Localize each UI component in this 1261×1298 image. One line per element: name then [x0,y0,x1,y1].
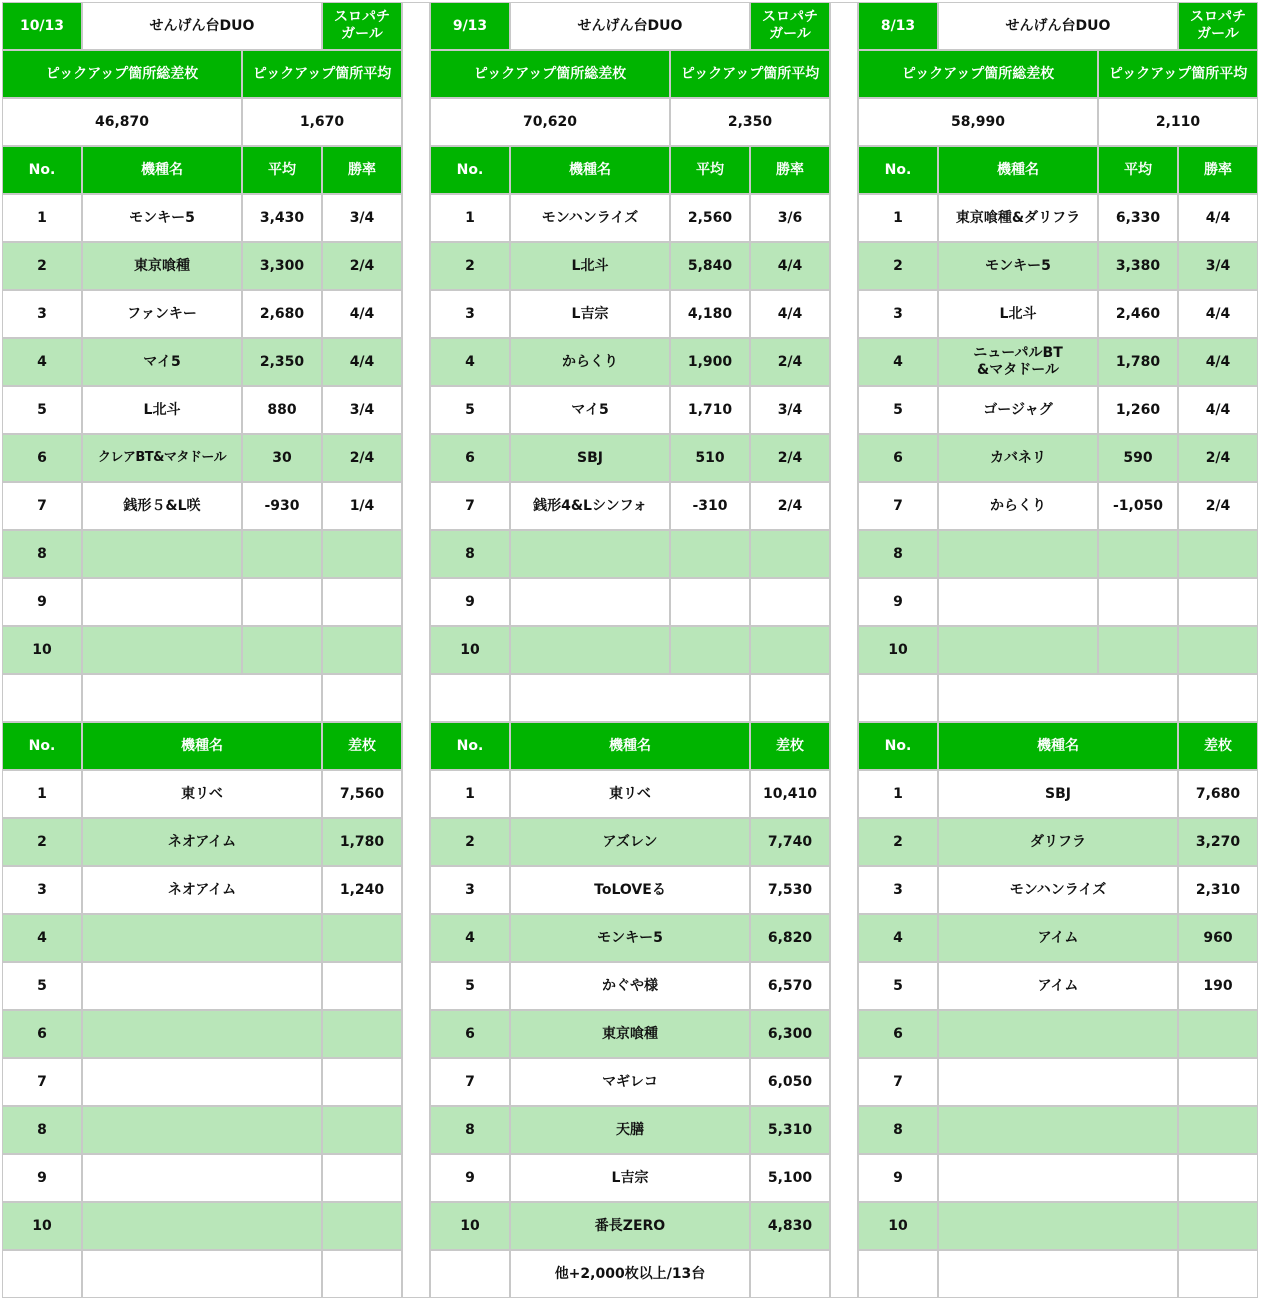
spacer-cell [858,674,938,722]
row-model [82,914,322,962]
panel-date: 10/13 [2,2,82,50]
row-winrate: 2/4 [750,338,830,386]
row-model: 東京喰種&ダリフラ [938,194,1098,242]
summary-average-header: ピックアップ箇所平均 [1098,50,1258,98]
row-diff: 190 [1178,962,1258,1010]
col-average-header: 平均 [670,146,750,194]
row-model [938,578,1098,626]
col-winrate-header: 勝率 [750,146,830,194]
row-no: 4 [858,338,938,386]
row-diff [322,962,402,1010]
row-no: 5 [2,386,82,434]
row-no: 5 [858,962,938,1010]
row-winrate: 2/4 [322,434,402,482]
row-diff: 7,680 [1178,770,1258,818]
row-average [670,626,750,674]
row-model: ToLOVEる [510,866,750,914]
spacer-cell [2,674,82,722]
row-no: 2 [858,242,938,290]
row-model: L北斗 [938,290,1098,338]
summary-total-value: 70,620 [430,98,670,146]
row-no: 3 [858,866,938,914]
row-model [82,626,242,674]
footer-cell [750,1250,830,1298]
row-no: 6 [430,1010,510,1058]
row-average [242,578,322,626]
row-model: 東京喰種 [510,1010,750,1058]
col-average-header: 平均 [1098,146,1178,194]
row-no: 1 [2,770,82,818]
row-model: アイム [938,914,1178,962]
row-average: 2,560 [670,194,750,242]
row-model [938,1154,1178,1202]
summary-total-value: 58,990 [858,98,1098,146]
col-model-header: 機種名 [938,722,1178,770]
row-diff: 7,740 [750,818,830,866]
row-no: 9 [858,1154,938,1202]
row-average: 1,780 [1098,338,1178,386]
row-winrate: 2/4 [1178,482,1258,530]
row-diff: 3,270 [1178,818,1258,866]
footer-note [82,1250,322,1298]
col-model-header: 機種名 [510,722,750,770]
row-model: モンハンライズ [938,866,1178,914]
summary-average-value: 1,670 [242,98,402,146]
row-diff [322,1106,402,1154]
row-model: SBJ [938,770,1178,818]
row-model: ニューパルBT &マタドール [938,338,1098,386]
row-model [82,1154,322,1202]
row-no: 4 [858,914,938,962]
row-average [1098,578,1178,626]
row-average: 30 [242,434,322,482]
row-average: -310 [670,482,750,530]
spacer-cell [322,674,402,722]
footer-note: 他+2,000枚以上/13台 [510,1250,750,1298]
row-no: 1 [858,194,938,242]
panel-separator [402,2,430,1298]
row-no: 7 [2,1058,82,1106]
row-no: 4 [430,914,510,962]
row-model: 天膳 [510,1106,750,1154]
row-average [670,578,750,626]
row-winrate [750,578,830,626]
row-winrate [322,530,402,578]
row-model: 東リベ [82,770,322,818]
row-no: 2 [2,242,82,290]
row-diff: 10,410 [750,770,830,818]
panel-source-label: スロパチ ガール [322,2,402,50]
panel-date: 9/13 [430,2,510,50]
row-no: 10 [858,626,938,674]
row-no: 3 [858,290,938,338]
panel-store-name: せんげん台DUO [938,2,1178,50]
col-no-header: No. [858,722,938,770]
row-model [82,1058,322,1106]
row-no: 7 [858,482,938,530]
spacer-cell [750,674,830,722]
row-model: 銭形５&L咲 [82,482,242,530]
row-winrate: 4/4 [1178,386,1258,434]
row-no: 1 [858,770,938,818]
row-diff [1178,1202,1258,1250]
col-diff-header: 差枚 [750,722,830,770]
row-average: 6,330 [1098,194,1178,242]
spacer-cell [82,674,322,722]
row-winrate: 3/4 [750,386,830,434]
row-no: 3 [430,290,510,338]
col-no-header: No. [858,146,938,194]
panel-source-label: スロパチ ガール [1178,2,1258,50]
row-model: マイ5 [510,386,670,434]
row-winrate: 4/4 [322,338,402,386]
panel-store-name: せんげん台DUO [82,2,322,50]
row-no: 9 [430,1154,510,1202]
row-model: SBJ [510,434,670,482]
row-no: 3 [2,866,82,914]
row-model [510,530,670,578]
row-winrate [322,626,402,674]
col-model-header: 機種名 [938,146,1098,194]
summary-average-value: 2,350 [670,98,830,146]
row-no: 5 [430,386,510,434]
panel-store-name: せんげん台DUO [510,2,750,50]
summary-total-header: ピックアップ箇所総差枚 [2,50,242,98]
row-no: 2 [858,818,938,866]
row-no: 3 [2,290,82,338]
row-model [510,626,670,674]
row-model [938,1202,1178,1250]
panel-separator [830,2,858,1298]
row-no: 5 [2,962,82,1010]
row-no: 7 [430,482,510,530]
row-diff [1178,1154,1258,1202]
panel-source-label: スロパチ ガール [750,2,830,50]
row-model: アズレン [510,818,750,866]
row-diff [322,1010,402,1058]
panel-date: 8/13 [858,2,938,50]
col-model-header: 機種名 [82,722,322,770]
row-no: 4 [2,338,82,386]
row-average: 2,460 [1098,290,1178,338]
row-winrate: 1/4 [322,482,402,530]
row-diff [322,1058,402,1106]
row-diff: 6,820 [750,914,830,962]
row-model: カバネリ [938,434,1098,482]
footer-cell [858,1250,938,1298]
row-average [242,530,322,578]
row-winrate: 3/4 [1178,242,1258,290]
row-no: 10 [430,1202,510,1250]
row-model [510,578,670,626]
row-no: 5 [430,962,510,1010]
row-no: 3 [430,866,510,914]
row-model: モンキー5 [510,914,750,962]
row-diff: 5,310 [750,1106,830,1154]
row-no: 8 [858,1106,938,1154]
row-winrate [750,626,830,674]
row-diff: 7,560 [322,770,402,818]
row-diff: 7,530 [750,866,830,914]
row-average: 590 [1098,434,1178,482]
row-winrate: 2/4 [750,482,830,530]
summary-average-header: ピックアップ箇所平均 [670,50,830,98]
spacer-cell [938,674,1178,722]
row-model: モンハンライズ [510,194,670,242]
row-no: 7 [430,1058,510,1106]
row-model: ネオアイム [82,866,322,914]
row-average: 1,900 [670,338,750,386]
row-model [938,530,1098,578]
row-no: 2 [430,242,510,290]
row-diff [1178,1010,1258,1058]
row-average: 5,840 [670,242,750,290]
row-winrate: 2/4 [1178,434,1258,482]
row-no: 1 [430,770,510,818]
row-no: 4 [430,338,510,386]
col-winrate-header: 勝率 [1178,146,1258,194]
row-no: 10 [2,1202,82,1250]
row-model [938,1106,1178,1154]
row-winrate [1178,626,1258,674]
row-winrate: 4/4 [1178,290,1258,338]
row-model: からくり [938,482,1098,530]
row-model: モンキー5 [938,242,1098,290]
row-no: 8 [858,530,938,578]
row-model [938,626,1098,674]
row-average: 2,680 [242,290,322,338]
footer-cell [2,1250,82,1298]
row-no: 2 [430,818,510,866]
row-diff: 1,780 [322,818,402,866]
row-winrate: 2/4 [322,242,402,290]
row-average [670,530,750,578]
row-average: 2,350 [242,338,322,386]
row-model: からくり [510,338,670,386]
row-model: 銭形4&Lシンフォ [510,482,670,530]
row-diff: 6,300 [750,1010,830,1058]
footer-cell [430,1250,510,1298]
row-no: 9 [2,1154,82,1202]
row-average: 1,260 [1098,386,1178,434]
row-diff: 2,310 [1178,866,1258,914]
row-no: 9 [430,578,510,626]
row-diff: 6,570 [750,962,830,1010]
row-no: 8 [430,530,510,578]
row-average [1098,530,1178,578]
col-average-header: 平均 [242,146,322,194]
row-model: L吉宗 [510,1154,750,1202]
row-no: 10 [430,626,510,674]
summary-total-header: ピックアップ箇所総差枚 [858,50,1098,98]
summary-average-header: ピックアップ箇所平均 [242,50,402,98]
row-model [82,1106,322,1154]
row-model [82,962,322,1010]
row-model: アイム [938,962,1178,1010]
row-diff [322,1154,402,1202]
row-diff [1178,1106,1258,1154]
row-average: 3,380 [1098,242,1178,290]
col-no-header: No. [2,146,82,194]
footer-note [938,1250,1178,1298]
row-model [938,1058,1178,1106]
row-model [82,530,242,578]
row-average [242,626,322,674]
row-no: 7 [2,482,82,530]
row-average: -930 [242,482,322,530]
row-model [938,1010,1178,1058]
row-model: マイ5 [82,338,242,386]
summary-average-value: 2,110 [1098,98,1258,146]
row-winrate: 4/4 [322,290,402,338]
col-diff-header: 差枚 [1178,722,1258,770]
row-no: 2 [2,818,82,866]
row-no: 9 [858,578,938,626]
row-no: 6 [858,434,938,482]
col-no-header: No. [2,722,82,770]
summary-total-header: ピックアップ箇所総差枚 [430,50,670,98]
col-no-header: No. [430,146,510,194]
row-model [82,578,242,626]
row-no: 6 [2,1010,82,1058]
row-no: 6 [2,434,82,482]
row-model: ファンキー [82,290,242,338]
row-no: 8 [2,530,82,578]
row-winrate: 4/4 [750,242,830,290]
row-no: 8 [430,1106,510,1154]
row-winrate: 3/4 [322,386,402,434]
row-average: 510 [670,434,750,482]
row-average: 1,710 [670,386,750,434]
row-model: ゴージャグ [938,386,1098,434]
col-model-header: 機種名 [510,146,670,194]
row-average: -1,050 [1098,482,1178,530]
row-no: 4 [2,914,82,962]
row-no: 10 [2,626,82,674]
row-average [1098,626,1178,674]
row-winrate: 2/4 [750,434,830,482]
row-winrate [750,530,830,578]
row-winrate: 3/4 [322,194,402,242]
row-model [82,1202,322,1250]
spacer-cell [1178,674,1258,722]
row-no: 5 [858,386,938,434]
row-model: L吉宗 [510,290,670,338]
row-no: 1 [2,194,82,242]
row-average: 880 [242,386,322,434]
row-no: 6 [858,1010,938,1058]
row-model: かぐや様 [510,962,750,1010]
row-diff [1178,1058,1258,1106]
row-model: クレアBT&マタドール [82,434,242,482]
row-diff: 6,050 [750,1058,830,1106]
row-model: L北斗 [510,242,670,290]
row-model: モンキー5 [82,194,242,242]
row-no: 10 [858,1202,938,1250]
row-model: ネオアイム [82,818,322,866]
row-no: 8 [2,1106,82,1154]
col-diff-header: 差枚 [322,722,402,770]
spacer-cell [430,674,510,722]
row-diff: 5,100 [750,1154,830,1202]
row-average: 4,180 [670,290,750,338]
footer-cell [1178,1250,1258,1298]
col-winrate-header: 勝率 [322,146,402,194]
row-no: 6 [430,434,510,482]
row-winrate: 4/4 [1178,338,1258,386]
spacer-cell [510,674,750,722]
row-winrate [1178,530,1258,578]
row-model [82,1010,322,1058]
row-diff [322,914,402,962]
row-average: 3,300 [242,242,322,290]
row-winrate [1178,578,1258,626]
row-no: 1 [430,194,510,242]
row-model: マギレコ [510,1058,750,1106]
row-diff: 4,830 [750,1202,830,1250]
row-model: L北斗 [82,386,242,434]
row-diff: 1,240 [322,866,402,914]
row-model: ダリフラ [938,818,1178,866]
summary-total-value: 46,870 [2,98,242,146]
row-winrate: 4/4 [1178,194,1258,242]
row-no: 7 [858,1058,938,1106]
col-no-header: No. [430,722,510,770]
row-diff: 960 [1178,914,1258,962]
row-winrate [322,578,402,626]
row-model: 東京喰種 [82,242,242,290]
row-average: 3,430 [242,194,322,242]
row-winrate: 3/6 [750,194,830,242]
row-model: 東リベ [510,770,750,818]
row-diff [322,1202,402,1250]
row-model: 番長ZERO [510,1202,750,1250]
row-winrate: 4/4 [750,290,830,338]
col-model-header: 機種名 [82,146,242,194]
footer-cell [322,1250,402,1298]
row-no: 9 [2,578,82,626]
